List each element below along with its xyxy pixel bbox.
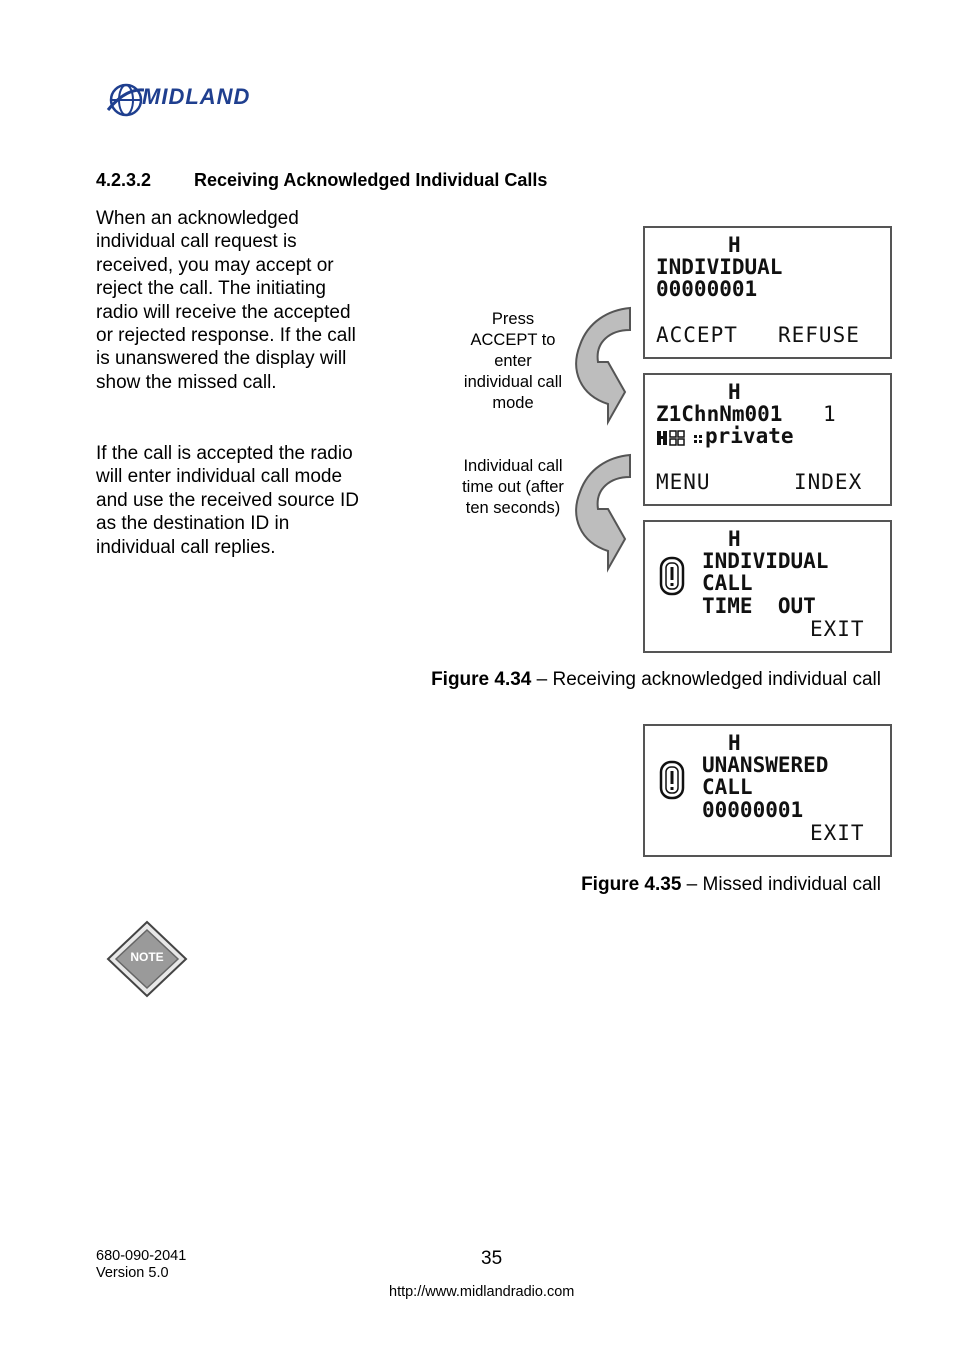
globe-icon bbox=[106, 80, 146, 120]
lcd-status-icon: H bbox=[728, 380, 741, 404]
section-title: Receiving Acknowledged Individual Calls bbox=[194, 170, 548, 190]
lcd-status-icon: H bbox=[728, 527, 741, 551]
lcd-line: TIME OUT bbox=[702, 594, 816, 618]
index-softkey[interactable]: INDEX bbox=[794, 470, 863, 494]
figure-caption bbox=[581, 874, 881, 896]
lcd-line: CALL bbox=[702, 571, 753, 595]
curved-arrow-icon bbox=[570, 447, 640, 577]
section-heading bbox=[96, 170, 547, 191]
exit-softkey[interactable]: EXIT bbox=[810, 617, 865, 641]
lcd-screen-timeout bbox=[643, 520, 892, 653]
lcd-screen-missed bbox=[643, 724, 892, 857]
figure-text: – Receiving acknowledged individual call bbox=[531, 669, 881, 690]
paragraph-2: If the call is accepted the radio will enter individual call mode and use the received source ID as the destination ID in individual call replies. bbox=[96, 443, 359, 558]
figure-text: – Missed individual call bbox=[681, 874, 881, 895]
paragraph-1: When an acknowledged individual call request is received, you may accept or reject the call. The initiating radio will receive the accepted or rejected response. If the call is unanswered the display will show the missed call. bbox=[96, 208, 356, 393]
menu-softkey[interactable]: MENU bbox=[656, 470, 711, 494]
exit-softkey[interactable]: EXIT bbox=[810, 821, 865, 845]
footer-url[interactable]: http://www.midlandradio.com bbox=[389, 1284, 575, 1300]
lcd-status-icon: H bbox=[728, 731, 741, 755]
lcd-channel-number: 1 bbox=[823, 402, 837, 426]
page-number: 35 bbox=[481, 1248, 503, 1269]
curved-arrow-icon bbox=[570, 300, 640, 430]
accept-softkey[interactable]: ACCEPT bbox=[656, 323, 738, 347]
doc-version: Version 5.0 bbox=[96, 1265, 169, 1281]
lcd-line: CALL bbox=[702, 775, 753, 799]
refuse-softkey[interactable]: REFUSE bbox=[778, 323, 860, 347]
note-badge bbox=[106, 920, 188, 998]
arrow-label-accept: Press ACCEPT to enter individual call mode bbox=[463, 310, 563, 412]
figure-caption bbox=[431, 669, 881, 691]
lcd-line: 00000001 bbox=[702, 798, 804, 822]
alert-icon bbox=[659, 556, 685, 596]
lcd-status-icon: H bbox=[728, 233, 741, 257]
logo-text: MIDLAND bbox=[142, 84, 251, 109]
arrow-label-timeout: Individual call time out (after ten seconds) bbox=[462, 457, 564, 517]
lcd-line: INDIVIDUAL bbox=[702, 549, 829, 573]
lcd-line: 00000001 bbox=[656, 277, 758, 301]
lcd-screen-incoming bbox=[643, 226, 892, 359]
lcd-call-type: private bbox=[705, 424, 794, 448]
lcd-line: INDIVIDUAL bbox=[656, 255, 783, 279]
lcd-channel-name: Z1ChnNm001 bbox=[656, 402, 783, 426]
note-label: NOTE bbox=[130, 950, 164, 964]
doc-number: 680-090-2041 bbox=[96, 1248, 187, 1264]
section-number: 4.2.3.2 bbox=[96, 170, 152, 190]
figure-label: Figure 4.35 bbox=[581, 874, 682, 895]
lcd-screen-call-mode bbox=[643, 373, 892, 506]
lcd-line: UNANSWERED bbox=[702, 753, 829, 777]
figure-label: Figure 4.34 bbox=[431, 669, 532, 690]
alert-icon bbox=[659, 760, 685, 800]
contact-type-icon bbox=[656, 429, 706, 447]
